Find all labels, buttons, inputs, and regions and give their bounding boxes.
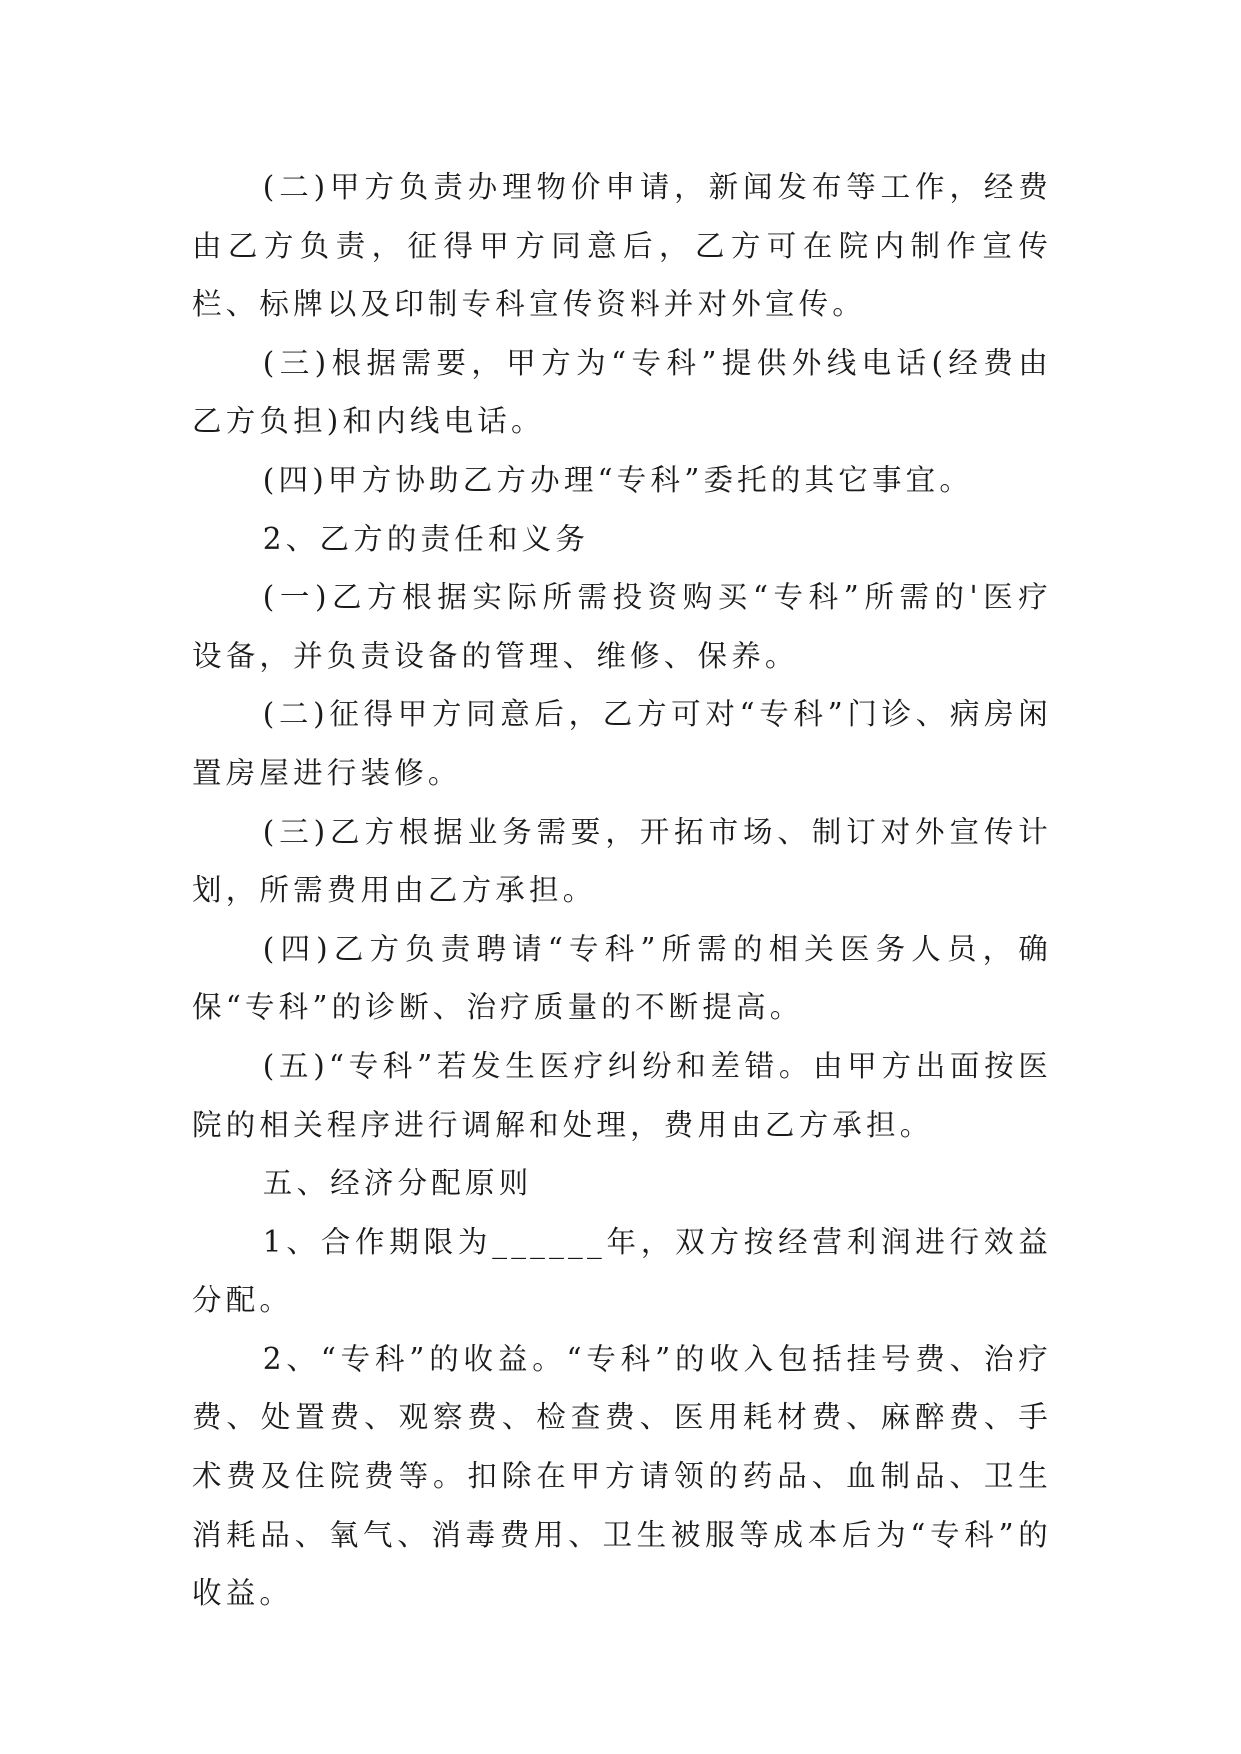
paragraph-party-a-price-application: (二)甲方负责办理物价申请，新闻发布等工作，经费由乙方负责，征得甲方同意后，乙方可在院内制作宣传栏、标牌以及印制专科宣传资料并对外宣传。 [192,170,1052,322]
paragraph-party-b-renovation: (二)征得甲方同意后，乙方可对“专科”门诊、病房闲置房屋进行装修。 [192,697,1052,790]
section-heading-economic-distribution: 五、经济分配原则 [262,1166,533,1201]
paragraph-party-b-staff: (四)乙方负责聘请“专科”所需的相关医务人员，确保“专科”的诊断、治疗质量的不断提高。 [192,931,1052,1025]
paragraph-medical-disputes: (五)“专科”若发生医疗纠纷和差错。由甲方出面按医院的相关程序进行调解和处理，费用由乙方承担。 [192,1048,1052,1142]
section-heading-party-b-duties: 2、乙方的责任和义务 [262,521,590,556]
paragraph-specialty-revenue: 2、“专科”的收益。“专科”的收入包括挂号费、治疗费、处置费、观察费、检查费、医用耗材费、麻醉费、手术费及住院费等。扣除在甲方请领的药品、血制品、卫生消耗品、氧气、消毒费用、卫生被服等成本后为“专科”的收益。 [192,1341,1052,1611]
paragraph-party-b-marketing: (三)乙方根据业务需要，开拓市场、制订对外宣传计划，所需费用由乙方承担。 [192,814,1052,908]
paragraph-party-b-equipment: (一)乙方根据实际所需投资购买“专科”所需的'医疗设备，并负责设备的管理、维修、保养。 [192,580,1052,673]
paragraph-party-a-phone-lines: (三)根据需要，甲方为“专科”提供外线电话(经费由乙方负担)和内线电话。 [192,345,1052,439]
paragraph-party-a-other-matters: (四)甲方协助乙方办理“专科”委托的其它事宜。 [262,462,974,497]
document-body [192,158,1052,1623]
paragraph-cooperation-term: 1、合作期限为______年，双方按经营利润进行效益分配。 [192,1224,1052,1318]
